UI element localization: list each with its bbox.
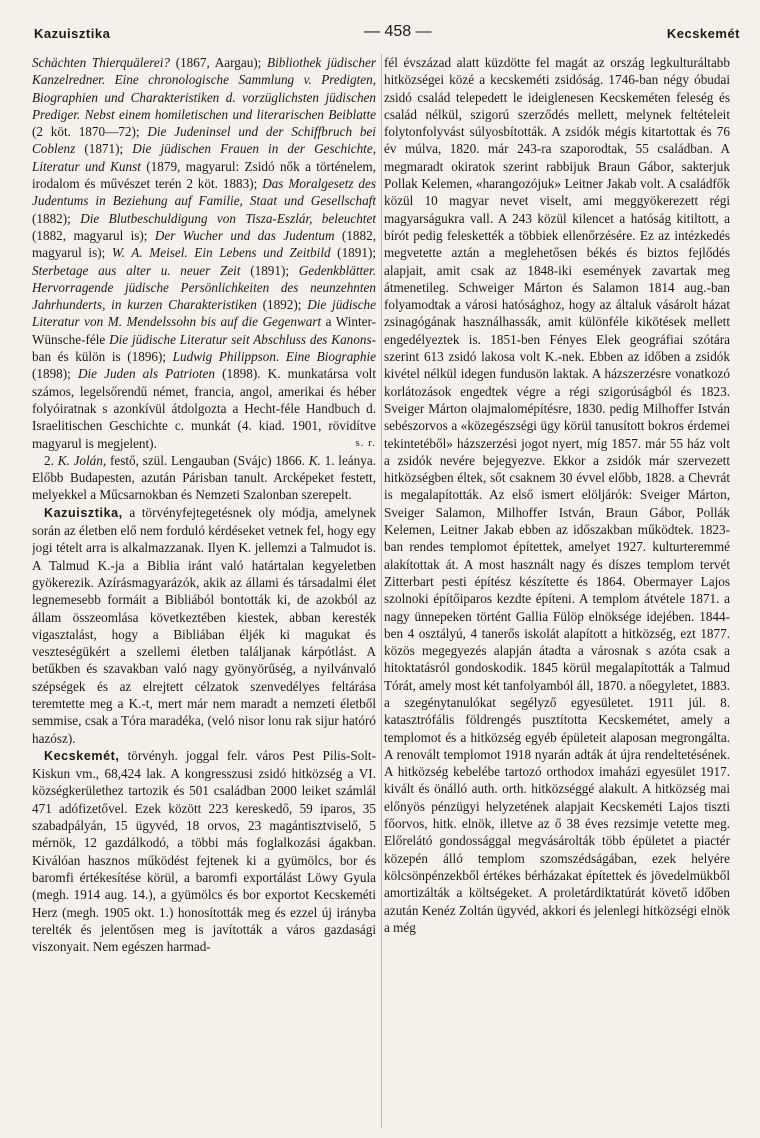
author-signature: s. r.	[355, 436, 376, 449]
header-left-keyword: Kazuisztika	[34, 26, 111, 41]
page-number: — 458 —	[364, 23, 432, 40]
entry-kecskemet-continued: fél évszázad alatt küzdötte fel magát az ország legkulturáltabb hitközségei közé a kecskeméti zsidóság. 1746-ban négy óbudai zsidó család telepedett le ideiglenesen Kecskeméten feleség és család nélkül, szigorú szerződés mellett, melynek feltételeit folytonfolyvást súlyosbították. A zsidók mégis kitartottak és 76 év múlva, 1820. már 243-ra szaporodtak, 55 családban. A megmaradt okiratok szerint rabbijuk Braun Gábor, sakterjuk Pollak Kelemen, «harangozójuk» Leitner Jakab volt. A családfők közül 10 magyar nevet viselt, ami meggyökerezett régi magyarságukra vall. A 243 közül kilencet a hatóság kitiltott, a bírót pedig feleskették a többiek ellenőrzésére. Ez az intézkedés megvetette aztán a meglehetősen békés és biztos fejlődés alapjait, amit csak az 1848-iki események zavartak meg átmenetileg. Schweiger Márton és Salamon 1814 aug.-ban folyamodtak a városi hatósághoz, hogy az általuk vásárolt házat zsinagógának használhassák, amit különféle kikötések mellett engedélyeztek is. 1851-ben Fényes Elek geográfiai szótára szerint 613 zsidó lakosa volt K.-nek. Ebben az időben a zsidók kivétel nélkül idegen fundusön laktak. A házszerzésre vonatkozó korlátozások engedtek végre a régi szigorúságból és 1823. Sveiger Márton olajmalomépítésre, 1830. pedig Milhoffer István sebészorvos a «közegészségi ügy körül tanusított bokros érdemei tekintetéből» házszerzési jogot nyert, míg 1857. már 55 ház volt a zsidók nevére bejegyezve. Ekkor a zsidók már szervezett hitközségben éltek, sőt csaknem 30 évvel előbb, 1828. a Chevrát is megalapították. Az első ismert elöljárók: Sveiger Márton, Sveiger Salamon, Milhoffer István, Braun Gábor, Pollák Kelemen, Leitner Jakab ebben az időszakban működtek. 1823-ban rendes templomot építettek, amelyet 1927. kulturteremmé alakítottak át. A most használt nagy és díszes templom tervét Zitterbart pesti építész készítette és 1864. Obermayer Lajos szolnoki építőiparos kezdte építeni. A templom átvétele 1871. a nagy ünnepeken történt Gallia Fülöp elnöksége idejében. 1844-ben 4 osztályú, 4 tanerős iskolát alapított a hitközség, ezt 1877. közös megegyezés alapján átadta a városnak s azóta csak a hitoktatásról gondoskodik. 1845 körül megalapították a Talmud Tórát, amely most két tanfolyamból áll, 1870. a nőegyletet, 1883. a szegénytanulókat segélyző egyesületet. 1911 júl. 8. katasztrófális földrengés pusztította Kecskemétet, amely a templomot és a hitközség egyéb épületeit alaposan megrongálta. A renovált templomot 1918 nyarán adták át újra rendeltetésének. A hitközség kebelébe tartozó orthodox imaházi egyesület 1917. kivált és önálló auth. orth. hitközséggé alakult. A hitközség mai előnyös pénzügyi helyzetének alapjait Kecskeméti Lajos tiszti főorvos, hitk. elnök, illetve az ő 38 éves rezsimje vetette meg. Előrelátó gondossággal megvásárolták több épületet a piactér közepén álló templom szomszédságában, ezek helyére kölcsönpénzekből értékes bérházakat építettek és jövedelmükből amortizálták a költségeket. A proletárdiktatúrát követő időben azután Kenéz Zoltán ügyvéd, akkori és jelenlegi hitközségi elnök a még	[384, 55, 730, 935]
entry-kecskemet: Kecskemét, törvényh. joggal felr. város Pest Pilis-Solt-Kiskun vm., 68,424 lak. A kongresszusi zsidó hitközség a VI. községkerülethez tartozik és 501 családban 2000 leiket számlál 471 adófizetővel. Ezek között 223 kereskedő, 59 iparos, 35 szabadpályán, 15 ügyvéd, 18 orvos, 23 magántisztviselő, 5 mérnök, 12 gazdálkodó, a többi más foglalkozási ágakban. Kiválóan hasznos működést fejtenek ki a gyümölcs, bor és baromfi értékesítése körül, a baromfi exportálást Löwy Gyula (megh. 1914 aug. 14.), a gyümölcs és bor exportot Kecskeméti Herz (megh. 1905 okt. 1.) honosították meg és ezzel új irányba terelték és jelentősen meg is javították a város gazdasági viszonyait. Nem egészen harmad-	[32, 747, 376, 955]
entry-continuation-bibliography: Schächten Thierquälerei? (1867, Aargau); Bibliothek jüdischer Kanzelredner. Eine chronologische Sammlung v. Predigten, Biographien und Charakteristiken d. vorzüglichsten jüdischen Prediger. Nebst einem homiletischen und literarischen Beiblatte (2 köt. 1870—72); Die Judeninsel und der Schiffbruch bei Coblenz (1871); Die jüdischen Frauen in der Geschichte, Literatur und Kunst (1879, magyarul: Zsidó nők a történelem, irodalom és művészet terén 2 köt. 1883); Das Moralgesetz des Judentums in Beziehung auf Familie, Staat und Gesellschaft (1882); Die Blutbeschuldigung von Tisza-Eszlár, beleuchtet (1882, magyarul is); Der Wucher und das Judentum (1882, magyarul is); W. A. Meisel. Ein Lebens und Zeitbild (1891); Sterbetage aus alter u. neuer Zeit (1891); Gedenkblätter. Hervorragende jüdische Persönlichkeiten des neunzehnten Jahrhunderts, in kurzen Charakteristiken (1892); Die jüdische Literatur von M. Mendelssohn bis auf die Gegenwart a Winter-Wünsche-féle Die jüdische Literatur seit Abschluss des Kanons-ban és külön is (1896); Ludwig Philippson. Eine Biographie (1898); Die Juden als Patrioten (1898). K. munkatársa volt számos, legelsőrendű német, francia, angol, amerikai és héber folyóiratnak s azonkívül átdolgozta a Hecht-féle Handbuch d. Israelitischen Geschichte c. munkát (4. kiad. 1901, rövidítve magyarul is megjelent). s. r.	[32, 55, 376, 451]
column-divider	[381, 54, 382, 1128]
entry-kohut-jolan: 2. K. Jolán, festő, szül. Lengauban (Svájc) 1866. K. 1. leánya. Előbb Budapesten, azután Párisban tanult. Arcképeket festett, melyekkel a Műcsarnokban és Nemzeti Szalonban szerepelt.	[32, 452, 376, 503]
entry-headword: Kazuisztika,	[44, 505, 123, 520]
left-column	[32, 54, 376, 1128]
running-header	[34, 23, 740, 48]
header-right-keyword: Kecskemét	[666, 26, 740, 41]
entry-headword: Kecskemét,	[44, 748, 120, 763]
right-column	[384, 54, 730, 1128]
entry-kazuisztika: Kazuisztika, a törvényfejtegetésnek oly módja, amelynek során az életben elő nem forduló kérdéseket vetnek fel, hogy egy jogi tételt arra is alkalmazzanak. Ilyen K. jellemzi a Talmudot is. A Talmud K.-ja a Biblia iránt való határtalan kegyeletben gyökerezik. Azírásmagyarázók, akik az állami és társadalmi élet legnemesebb formáit a Bibliából bontották ki, de azokból az állam összeomlása következtében kiestek, abban keresték vigasztalást, hogy a Bibliában éljék ki magukat és veszteségükért a szellemi életben találjanak kárpótlást. A betűkben és szavakban való nagy gyönyörűség, a nyilvánvaló szépségek és az elrejtett célzatok szenvedélyes feltárása teremtette meg a K.-t, mert már nem maradt a nemzeti életből semmise, csak a Tóra maradéka, (veló nisor lonu rak sijur hatóró hazósz).	[32, 504, 376, 746]
